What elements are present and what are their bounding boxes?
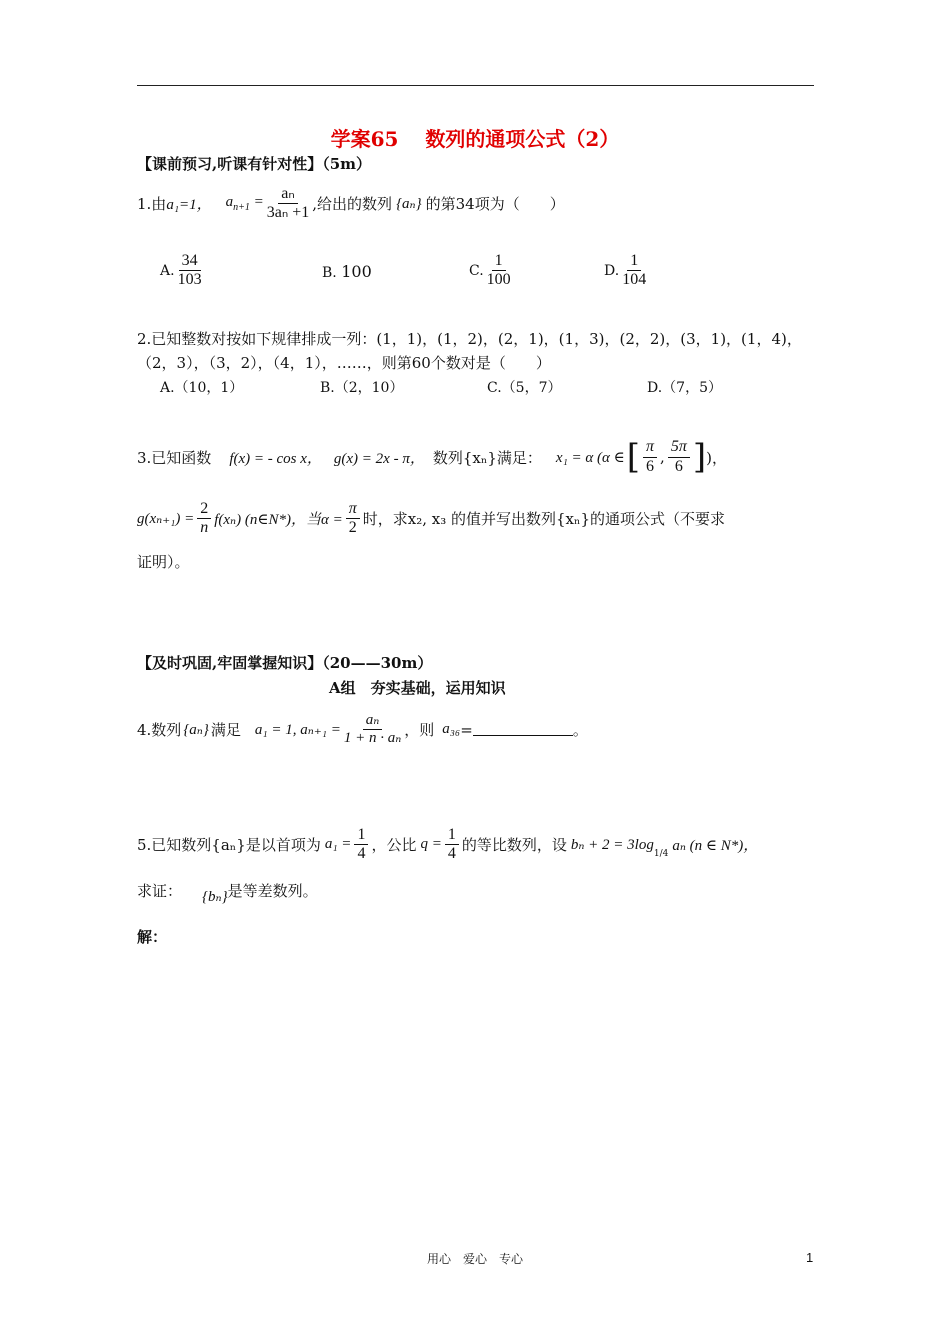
q1-lhs: $a_{n+1}$ = <box>225 194 264 214</box>
q5-ratio: q = <box>420 836 442 853</box>
q4-condition: a₁ = 1, aₙ₊₁ = <box>254 722 341 739</box>
q1-mid-text: ,给出的数列 <box>312 195 393 214</box>
group-a-heading: A组 夯实基础，运用知识 <box>329 679 506 697</box>
q2-line-2: （2，3），（3，2），（4，1），……，则第60个数对是（ ） <box>137 354 551 372</box>
q1-condition: a₁=1， <box>166 197 212 214</box>
q3-g-recurrence: g(xₙ₊₁) = <box>137 511 195 528</box>
q3-two-over-n: $\frac{2}{n}$ <box>197 500 211 538</box>
question-3-line-2 <box>137 500 725 538</box>
q2-option-d: D.（7，5） <box>647 380 722 396</box>
question-5-line-1 <box>137 826 758 864</box>
q1-prefix: 1.由 <box>137 195 167 214</box>
top-rule <box>137 85 814 86</box>
q3-alpha-value: $\frac{\pi}{2}$ <box>346 500 360 538</box>
q3-x1: x₁ = α (α ∈ <box>555 449 625 466</box>
q3-right-bracket: ] <box>692 437 707 477</box>
q4-answer-blank[interactable] <box>473 723 573 736</box>
q2-option-b: B.（2，10） <box>320 380 404 396</box>
q3-sequence-text: 数列{xₙ}满足： <box>432 448 542 467</box>
q2-option-a: A.（10，1） <box>160 380 244 396</box>
q3-function-g: g(x) = 2x - π， <box>333 450 425 467</box>
q2-option-c: C.（5，7） <box>487 380 562 396</box>
q4-end: 。 <box>572 721 588 740</box>
q5-rest: 的等比数列，设 <box>461 836 567 855</box>
section-heading-preview: 【课前预习,听课有针对性】（5m） <box>137 155 372 173</box>
q5-b-tail: aₙ (n ∈ N*)， <box>672 838 759 855</box>
question-4 <box>137 712 588 748</box>
q4-prefix: 4.数列 <box>137 721 182 740</box>
q5-b-definition: bₙ + 2 = 3log <box>570 837 654 854</box>
q5-prove-text: 是等差数列。 <box>227 882 318 900</box>
q3-line-3: 证明）。 <box>137 553 190 571</box>
question-5-line-2 <box>137 875 318 906</box>
q3-left-bracket: [ <box>626 437 641 477</box>
q3-task: 时，求x₂, x₃ 的值并写出数列{xₙ}的通项公式（不要求 <box>362 510 726 529</box>
q4-then: ，则 <box>404 721 435 740</box>
solution-label: 解： <box>137 928 168 946</box>
q5-first-term-fraction: $\frac{1}{4}$ <box>354 826 368 864</box>
q1-suffix: 的第34项为（ ） <box>425 195 565 214</box>
q1-option-b: B. 100 <box>322 262 372 281</box>
question-3-line-1: 3.已知函数 f(x) = - cos x， g(x) = 2x - π， 数列{xₙ}满足： x₁ = α (α ∈ [ $\frac{\pi}{6}$ , $\frac{5\pi}{6}$ ] )， <box>137 437 727 477</box>
q5-first-term: a₁ = <box>324 836 352 853</box>
q1-option-a: A. $\frac{34}{103}$ <box>160 252 202 289</box>
q4-sequence: {aₙ} <box>183 722 209 739</box>
q5-sequence-b: {bₙ} <box>202 889 228 905</box>
q1-option-c: C. $\frac{1}{100}$ <box>469 252 511 289</box>
page-title: 学案65 数列的通项公式（2） <box>330 127 620 151</box>
q4-recurrence-fraction: $\frac{\text{aₙ}}{\text{1 + n · aₙ}}$ <box>343 712 402 747</box>
q5-prefix: 5.已知数列{aₙ}是以首项为 <box>137 836 321 855</box>
q2-line-1: 2.已知整数对按如下规律排成一列：(1，1)，(1，2)，(2，1)，(1，3)，(2，2)，(3，1)，(1，4)， <box>137 330 802 348</box>
q5-ratio-fraction: $\frac{1}{4}$ <box>445 826 459 864</box>
q5-ratio-text: ，公比 <box>371 836 417 855</box>
footer: 用心 爱心 专心 <box>426 1252 523 1266</box>
q4-target: a₃₆ <box>442 721 461 738</box>
q4-equals: = <box>460 720 473 739</box>
q3-prefix: 3.已知函数 <box>137 448 212 467</box>
q1-sequence: {aₙ} <box>396 196 422 213</box>
q3-function-f: f(x) = - cos x， <box>229 450 322 467</box>
page-number: 1 <box>806 1250 814 1265</box>
q1-recurrence-fraction: $\frac{\text{aₙ}}{\text{3aₙ +1}}$ <box>266 185 310 222</box>
q5-log-base: 1/4 <box>653 848 669 859</box>
q4-condition-text: 满足 <box>210 721 241 740</box>
q3-f-condition: f(xₙ) (n∈N*)，当α = <box>214 512 343 529</box>
q1-option-d: D. $\frac{1}{104}$ <box>604 252 647 289</box>
question-1 <box>137 185 565 223</box>
section-heading-consolidate: 【及时巩固,牢固掌握知识】（20——30m） <box>137 654 433 672</box>
q5-prove-label: 求证： <box>137 882 183 900</box>
q3-interval-right: $\frac{5\pi}{6}$ <box>668 438 690 476</box>
q3-interval-left: $\frac{\pi}{6}$ <box>643 438 657 476</box>
q3-close: )， <box>706 448 727 467</box>
